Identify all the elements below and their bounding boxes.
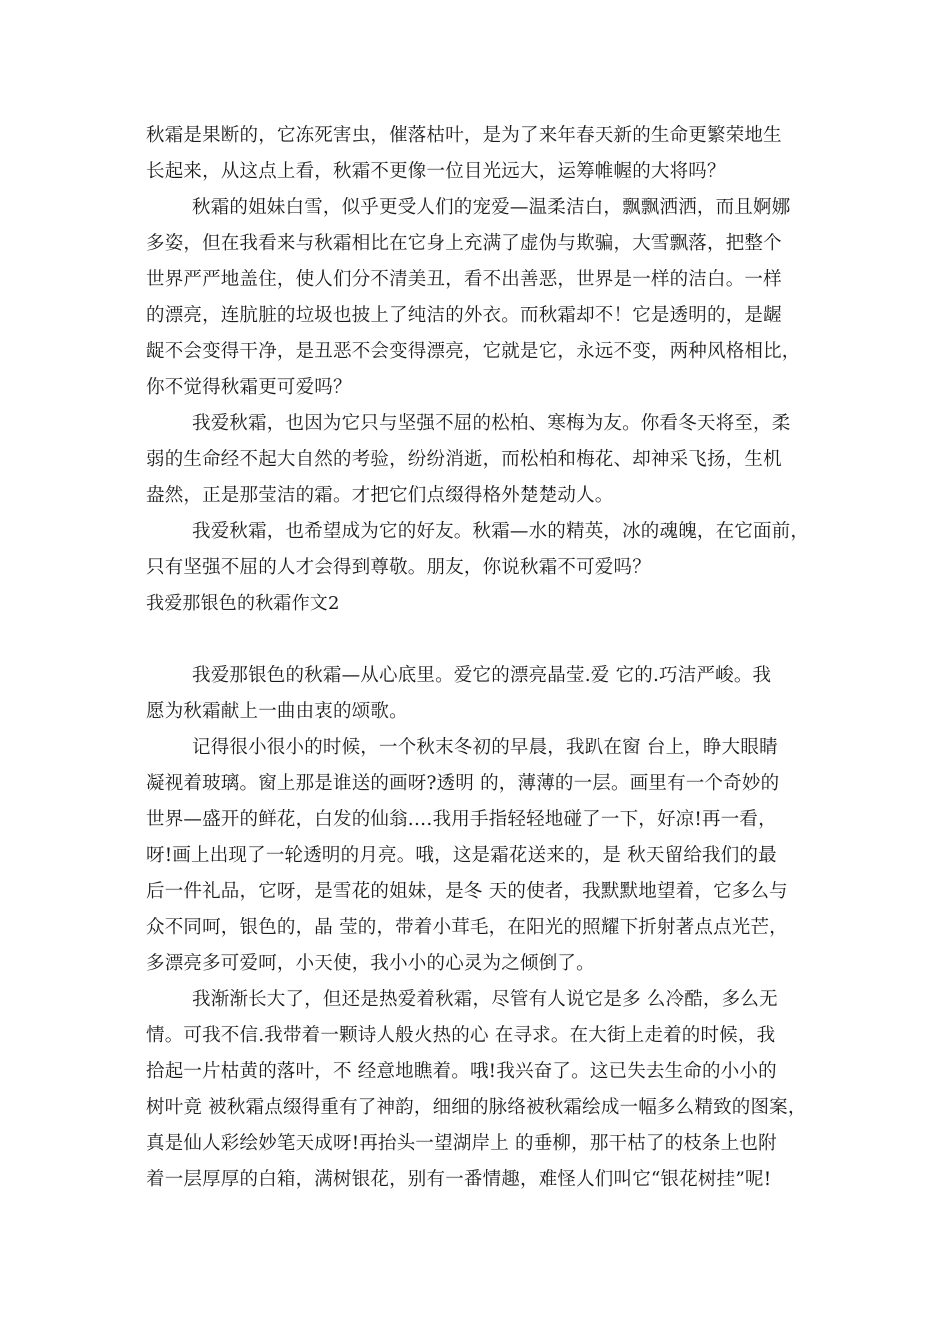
text-line: 世界—盛开的鲜花，白发的仙翁.…我用手指轻轻地碰了一下，好凉!再一看， (146, 809, 777, 830)
paragraph-start-line: 我爱秋霜，也希望成为它的好友。秋霜—水的精英，冰的魂魄，在它面前， (192, 521, 810, 542)
text-line: 着一层厚厚的白箱，满树银花，别有一番情趣，难怪人们叫它“银花树挂”呢! (146, 1169, 772, 1190)
paragraph-start-line: 我渐渐长大了，但还是热爱着秋霜，尽管有人说它是多 么冷酷，多么无 (192, 989, 778, 1010)
text-line: 众不同呵，银色的，晶 莹的，带着小茸毛，在阳光的照耀下折射著点点光芒， (146, 917, 788, 938)
text-line: 盎然，正是那莹洁的霜。才把它们点缀得格外楚楚动人。 (146, 485, 614, 506)
text-line: 后一件礼品，它呀，是雪花的姐妹，是冬 天的使者，我默默地望着，它多么与 (146, 881, 788, 902)
paragraph-start-line: 我爱秋霜，也因为它只与坚强不屈的松柏、寒梅为友。你看冬天将至，柔 (192, 413, 791, 434)
section-heading: 我爱那银色的秋霜作文2 (146, 593, 340, 614)
text-line: 秋霜是果断的，它冻死害虫，催落枯叶，是为了来年春天新的生命更繁荣地生 (146, 125, 782, 146)
paragraph-start-line: 记得很小很小的时候，一个秋末冬初的早晨，我趴在窗 台上，睁大眼睛 (192, 737, 778, 758)
text-line: 多漂亮多可爱呵，小天使，我小小的心灵为之倾倒了。 (146, 953, 595, 974)
text-line: 你不觉得秋霜更可爱吗？ (146, 377, 352, 398)
text-line: 的漂亮，连肮脏的垃圾也披上了纯洁的外衣。而秋霜却不！它是透明的，是龌 (146, 305, 782, 326)
paragraph-start-line: 秋霜的姐妹白雪，似乎更受人们的宠爱—温柔洁白，飘飘洒洒，而且婀娜 (192, 197, 791, 218)
text-line: 弱的生命经不起大自然的考验，纷纷消逝，而松柏和梅花、却神采飞扬，生机 (146, 449, 782, 470)
text-line: 拾起一片枯黄的落叶，不 经意地瞧着。哦!我兴奋了。这已失去生命的小小的 (146, 1061, 777, 1082)
text-line: 情。可我不信.我带着一颗诗人般火热的心 在寻求。在大街上走着的时候，我 (146, 1025, 776, 1046)
text-line: 呀!画上出现了一轮透明的月亮。哦，这是霜花送来的，是 秋天留给我们的最 (146, 845, 777, 866)
text-line: 树叶竟 被秋霜点缀得重有了神韵，细细的脉络被秋霜绘成一幅多么精致的图案， (146, 1097, 807, 1118)
text-line: 长起来，从这点上看，秋霜不更像一位目光远大，运筹帷幄的大将吗？ (146, 161, 726, 182)
text-line: 龊不会变得干净，是丑恶不会变得漂亮，它就是它，永远不变，两种风格相比， (146, 341, 801, 362)
text-line: 真是仙人彩绘妙笔天成呀!再抬头一望湖岸上 的垂柳，那干枯了的枝条上也附 (146, 1133, 777, 1154)
text-line: 多姿，但在我看来与秋霜相比在它身上充满了虚伪与欺骗，大雪飘落，把整个 (146, 233, 782, 254)
paragraph-start-line: 我爱那银色的秋霜—从心底里。爱它的漂亮晶莹.爱 它的.巧洁严峻。我 (192, 665, 772, 686)
text-line: 世界严严地盖住，使人们分不清美丑，看不出善恶，世界是一样的洁白。一样 (146, 269, 782, 290)
text-line: 愿为秋霜献上一曲由衷的颂歌。 (146, 701, 408, 722)
text-line: 只有坚强不屈的人才会得到尊敬。朋友，你说秋霜不可爱吗？ (146, 557, 651, 578)
text-line: 凝视着玻璃。窗上那是谁送的画呀?透明 的，薄薄的一层。画里有一个奇妙的 (146, 773, 780, 794)
